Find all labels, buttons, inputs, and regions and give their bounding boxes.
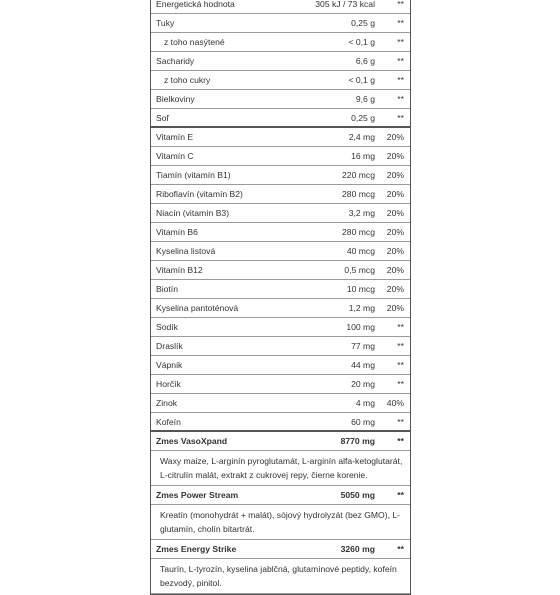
blend-ingredients: Kreatín (monohydrát + malát), sójový hydrolyzát (bez GMO), L-glutamín, cholín bitartrát.	[151, 505, 410, 540]
nutrient-amount: 0,25 g	[351, 18, 375, 28]
nutrient-row	[151, 185, 410, 204]
nutrient-name: Biotín	[156, 284, 178, 294]
nutrient-name: Riboflavín (vitamín B2)	[156, 189, 243, 199]
nutrient-daily-value: 20%	[386, 227, 404, 237]
blend-ingredients: Waxy maize, L-arginín pyroglutamát, L-arginín alfa-ketoglutarát, L-citrulín malát, extrakt z cukrovej repy, čierne korenie.	[151, 451, 410, 486]
nutrient-row	[151, 318, 410, 337]
nutrient-daily-value: 20%	[386, 303, 404, 313]
nutrient-amount: 10 mcg	[346, 284, 375, 294]
nutrient-name: Soľ	[156, 113, 170, 123]
nutrient-row	[151, 0, 410, 14]
nutrient-daily-value: **	[397, 0, 404, 9]
blend-row	[151, 432, 410, 451]
nutrient-name: Tiamín (vitamín B1)	[156, 170, 231, 180]
blend-amount: 3260 mg	[340, 544, 375, 554]
nutrition-table	[150, 0, 411, 595]
blend-ingredients: Taurín, L-tyrozín, kyselina jablčná, glutamínové peptidy, kofeín bezvodý, pinitol.	[151, 559, 410, 594]
nutrient-name: Draslík	[156, 341, 183, 351]
nutrient-amount: 1,2 mg	[348, 303, 375, 313]
blend-name: Zmes VasoXpand	[156, 436, 228, 446]
blend-amount: 5050 mg	[340, 490, 375, 500]
blend-name: Zmes Power Stream	[156, 490, 239, 500]
nutrient-name: Vitamín C	[156, 151, 194, 161]
nutrient-name: Vitamín E	[156, 132, 194, 142]
nutrient-row	[151, 261, 410, 280]
nutrient-name: Vitamín B6	[156, 227, 198, 237]
nutrient-row	[151, 280, 410, 299]
nutrient-name: Kyselina pantoténová	[156, 303, 239, 313]
nutrient-amount: 9,6 g	[355, 94, 375, 104]
blend-row	[151, 540, 410, 559]
nutrient-daily-value: **	[397, 37, 404, 47]
nutrient-amount: 20 mg	[351, 379, 375, 389]
nutrient-daily-value: 20%	[386, 265, 404, 275]
nutrient-amount: 40 mcg	[346, 246, 375, 256]
nutrient-amount: 220 mcg	[342, 170, 375, 180]
nutrient-row	[151, 166, 410, 185]
nutrient-amount: 3,2 mg	[348, 208, 375, 218]
nutrient-amount: 44 mg	[351, 360, 375, 370]
nutrient-row	[151, 71, 410, 90]
nutrient-daily-value: 20%	[386, 151, 404, 161]
nutrient-name: Tuky	[156, 18, 175, 28]
nutrient-row	[151, 375, 410, 394]
blend-daily-value: **	[397, 544, 404, 554]
nutrient-daily-value: 20%	[386, 284, 404, 294]
nutrient-name: z toho cukry	[164, 75, 211, 85]
nutrient-row	[151, 52, 410, 71]
nutrient-daily-value: 20%	[386, 246, 404, 256]
nutrient-daily-value: **	[397, 18, 404, 28]
nutrient-name: Horčík	[156, 379, 181, 389]
nutrient-amount: < 0,1 g	[348, 75, 375, 85]
nutrient-row	[151, 337, 410, 356]
nutrient-name: Niacín (vitamín B3)	[156, 208, 230, 218]
nutrient-daily-value: **	[397, 75, 404, 85]
nutrient-name: Sacharidy	[156, 56, 195, 66]
nutrient-name: Vitamín B12	[156, 265, 203, 275]
nutrient-name: Sodík	[156, 322, 178, 332]
nutrient-amount: 60 mg	[351, 417, 375, 427]
nutrient-daily-value: **	[397, 94, 404, 104]
blend-amount: 8770 mg	[340, 436, 375, 446]
nutrient-amount: 100 mg	[346, 322, 375, 332]
nutrient-daily-value: **	[397, 113, 404, 123]
nutrient-name: Vápnik	[156, 360, 183, 370]
nutrient-amount: 280 mcg	[342, 189, 375, 199]
nutrient-amount: 305 kJ / 73 kcal	[315, 0, 375, 9]
nutrient-amount: 6,6 g	[355, 56, 375, 66]
nutrient-daily-value: **	[397, 417, 404, 427]
blend-row	[151, 486, 410, 505]
nutrient-row	[151, 109, 410, 128]
nutrient-amount: 0,5 mcg	[344, 265, 375, 275]
nutrient-row	[151, 413, 410, 432]
blend-name: Zmes Energy Strike	[156, 544, 237, 554]
nutrient-daily-value: 40%	[386, 398, 404, 408]
nutrient-amount: 16 mg	[351, 151, 375, 161]
nutrient-daily-value: **	[397, 360, 404, 370]
nutrient-daily-value: 20%	[386, 170, 404, 180]
nutrient-name: Kyselina listová	[156, 246, 216, 256]
nutrient-row	[151, 204, 410, 223]
nutrient-name: z toho nasýtené	[164, 37, 225, 47]
nutrient-daily-value: 20%	[386, 132, 404, 142]
nutrient-row	[151, 223, 410, 242]
nutrient-name: Energetická hodnota	[156, 0, 235, 9]
blend-daily-value: **	[397, 436, 404, 446]
nutrient-row	[151, 147, 410, 166]
nutrient-daily-value: 20%	[386, 189, 404, 199]
nutrient-daily-value: **	[397, 341, 404, 351]
nutrient-row	[151, 33, 410, 52]
nutrient-amount: 4 mg	[355, 398, 375, 408]
nutrient-amount: < 0,1 g	[348, 37, 375, 47]
nutrient-row	[151, 356, 410, 375]
nutrient-name: Zinok	[156, 398, 178, 408]
nutrient-daily-value: **	[397, 56, 404, 66]
nutrient-daily-value: **	[397, 322, 404, 332]
nutrient-daily-value: 20%	[386, 208, 404, 218]
nutrient-row	[151, 14, 410, 33]
nutrient-amount: 280 mcg	[342, 227, 375, 237]
blend-daily-value: **	[397, 490, 404, 500]
nutrient-row	[151, 394, 410, 413]
nutrient-row	[151, 242, 410, 261]
nutrient-name: Bielkoviny	[156, 94, 195, 104]
nutrient-amount: 77 mg	[351, 341, 375, 351]
nutrient-amount: 2,4 mg	[348, 132, 375, 142]
nutrient-row	[151, 90, 410, 109]
nutrient-name: Kofeín	[156, 417, 181, 427]
nutrient-row	[151, 128, 410, 147]
nutrient-daily-value: **	[397, 379, 404, 389]
nutrient-amount: 0,25 g	[351, 113, 375, 123]
nutrient-row	[151, 299, 410, 318]
